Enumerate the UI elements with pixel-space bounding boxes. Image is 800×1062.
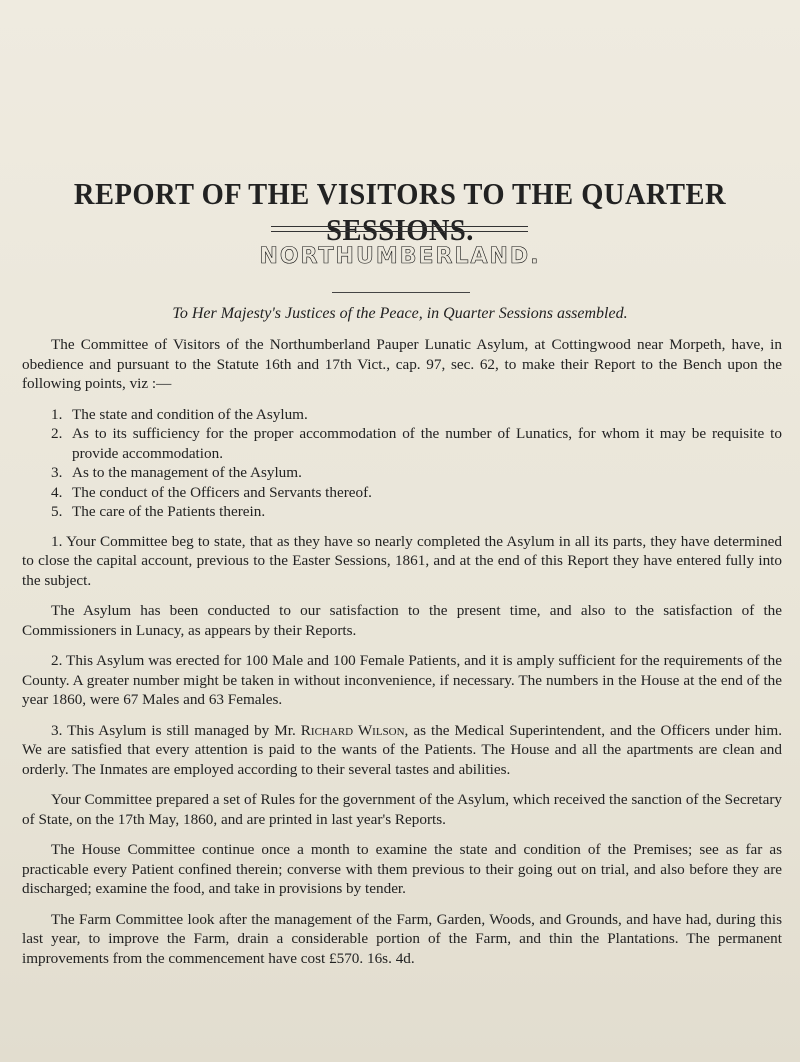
list-item-text: As to the management of the Asylum.: [72, 464, 302, 481]
management-text-start: 3. This Asylum is still managed by Mr.: [51, 721, 301, 739]
list-item-text: As to its sufficiency for the proper accommodation of the number of Lunatics, for whom it may be requisite to provide accommodation.: [72, 425, 782, 462]
list-item-number: 4.: [51, 483, 63, 501]
list-item: [51, 405, 782, 425]
report-title: REPORT OF THE VISITORS TO THE QUARTER SESSIONS.: [73, 176, 727, 247]
list-item-text: The care of the Patients therein.: [72, 503, 266, 520]
intro-paragraph: The Committee of Visitors of the Northumberland Pauper Lunatic Asylum, at Cottingwood near Morpeth, have, in obedience and pursuant to the Statute 16th and 17th Vict., cap. 97, sec. 62, to make their Report to the Bench upon the following points, viz :—: [22, 336, 782, 392]
county-heading: NORTHUMBERLAND.: [259, 244, 541, 269]
paragraph-capital-account: 1. Your Committee beg to state, that as they have so nearly completed the Asylum in all its parts, they have determined to close the capital account, previous to the Easter Sessions, 1861, and at the end of this Report they have entered fully into the subject.: [22, 532, 782, 589]
list-item: [51, 502, 782, 522]
management-text-end: , as the Medical Superintendent, and the Officers under him. We are satisfied that every attention is paid to the wants of the Patients. The House and all the apartments are clean and orderly. The Inmates are employed according to their several tastes and abilities.: [22, 721, 782, 778]
double-rule-divider: [271, 226, 528, 232]
list-item: [51, 483, 782, 503]
address-line: To Her Majesty's Justices of the Peace, in Quarter Sessions assembled.: [172, 305, 628, 322]
report-body: [22, 335, 782, 979]
list-item-number: 5.: [51, 503, 63, 520]
paragraph-rules: Your Committee prepared a set of Rules for the government of the Asylum, which received the sanction of the Secretary of State, on the 17th May, 1860, and are printed in last year's Reports.: [22, 791, 782, 828]
paragraph-house-committee: The House Committee continue once a month to examine the state and condition of the Premises; see as far as practicable every Patient confined therein; converse with them previous to their going out on trial, and also before they are discharged; examine the food, and take in provisions by tender.: [22, 841, 782, 897]
list-item-number: 2.: [51, 425, 63, 442]
paragraph-capacity: 2. This Asylum was erected for 100 Male and 100 Female Patients, and it is amply sufficient for the requirements of the County. A greater number might be taken in without inconvenience, if necessary. The numbers in the House at the end of the year 1860, were 67 Males and 63 Females.: [22, 652, 782, 708]
paragraph-management: [22, 721, 782, 780]
list-item: [51, 463, 782, 483]
rule-divider: [332, 292, 470, 293]
paragraph-farm-committee: The Farm Committee look after the management of the Farm, Garden, Woods, and Grounds, and have had, during this last year, to improve the Farm, drain a considerable portion of the Farm, and thin the Plantations. The permanent improvements from the commencement have cost £570. 16s. 4d.: [22, 910, 782, 967]
paragraph-conduct: The Asylum has been conducted to our satisfaction to the present time, and also to the satisfaction of the Commissioners in Lunacy, as appears by their Reports.: [22, 602, 782, 639]
list-item: [51, 424, 782, 463]
list-item-number: 3.: [51, 464, 63, 481]
list-item-text: The state and condition of the Asylum.: [72, 405, 308, 423]
points-list: [22, 405, 782, 522]
list-item-number: 1.: [51, 405, 63, 423]
list-item-text: The conduct of the Officers and Servants thereof.: [72, 483, 372, 501]
superintendent-name: Richard Wilson: [300, 721, 405, 739]
